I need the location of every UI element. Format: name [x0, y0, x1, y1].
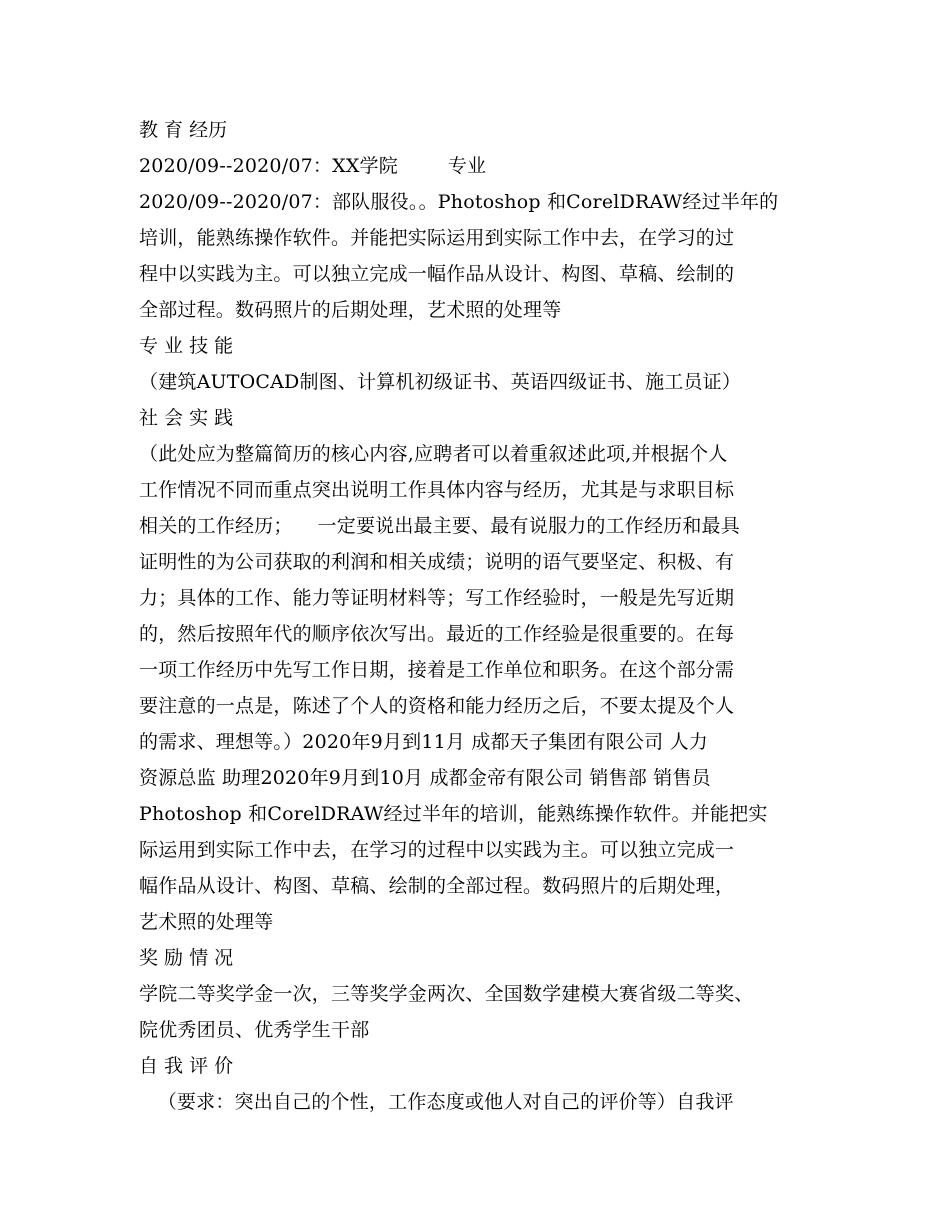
practice-line: 相关的工作经历； 一定要说出最主要、最有说服力的工作经历和最具: [139, 515, 740, 537]
resume-body: [139, 112, 829, 1120]
education-line: 培训，能熟练操作软件。并能把实际运用到实际工作中去，在学习的过: [139, 227, 735, 249]
practice-line: 的，然后按照年代的顺序依次写出。最近的工作经验是很重要的。在每: [139, 623, 735, 645]
awards-line: 院优秀团员、优秀学生干部: [139, 1019, 370, 1041]
practice-line: 要注意的一点是，陈述了个人的资格和能力经历之后，不要太提及个人: [139, 695, 735, 717]
practice-line: 证明性的为公司获取的利润和相关成绩；说明的语气要坚定、积极、有: [139, 551, 735, 573]
practice-line: Photoshop 和CorelDRAW经过半年的培训，能熟练操作软件。并能把实: [139, 803, 768, 825]
skills-line: （建筑AUTOCAD制图、计算机初级证书、英语四级证书、施工员证）: [139, 371, 742, 393]
practice-heading: 社 会 实 践: [139, 407, 234, 429]
skills-heading: 专 业 技 能: [139, 335, 234, 357]
practice-line: 的需求、理想等。）2020年9月到11月 成都天子集团有限公司 人力: [139, 731, 708, 753]
self-evaluation-line: （要求：突出自己的个性，工作态度或他人对自己的评价等）自我评: [139, 1091, 734, 1113]
practice-line: 力；具体的工作、能力等证明材料等；写工作经验时，一般是先写近期: [139, 587, 735, 609]
practice-line: （此处应为整篇简历的核心内容,应聘者可以着重叙述此项,并根据个人: [139, 443, 728, 465]
education-heading: 教 育 经历: [139, 119, 228, 141]
education-line: 全部过程。数码照片的后期处理，艺术照的处理等: [139, 299, 562, 321]
education-line: 2020/09--2020/07：XX学院 专业: [139, 155, 487, 177]
self-evaluation-heading: 自 我 评 价: [139, 1055, 234, 1077]
education-line: 2020/09--2020/07：部队服役。。Photoshop 和CorelDRAW经过半年的: [139, 191, 779, 213]
practice-line: 际运用到实际工作中去，在学习的过程中以实践为主。可以独立完成一: [139, 839, 735, 861]
practice-line: 艺术照的处理等: [139, 911, 274, 933]
practice-line: 工作情况不同而重点突出说明工作具体内容与经历，尤其是与求职目标: [139, 479, 735, 501]
practice-line: 幅作品从设计、构图、草稿、绘制的全部过程。数码照片的后期处理，: [139, 875, 735, 897]
awards-heading: 奖 励 情 况: [139, 947, 234, 969]
practice-line: 一项工作经历中先写工作日期，接着是工作单位和职务。在这个部分需: [139, 659, 735, 681]
education-line: 程中以实践为主。可以独立完成一幅作品从设计、构图、草稿、绘制的: [139, 263, 735, 285]
awards-line: 学院二等奖学金一次，三等奖学金两次、全国数学建模大赛省级二等奖、: [139, 983, 754, 1005]
practice-line: 资源总监 助理2020年9月到10月 成都金帝有限公司 销售部 销售员: [139, 767, 711, 789]
